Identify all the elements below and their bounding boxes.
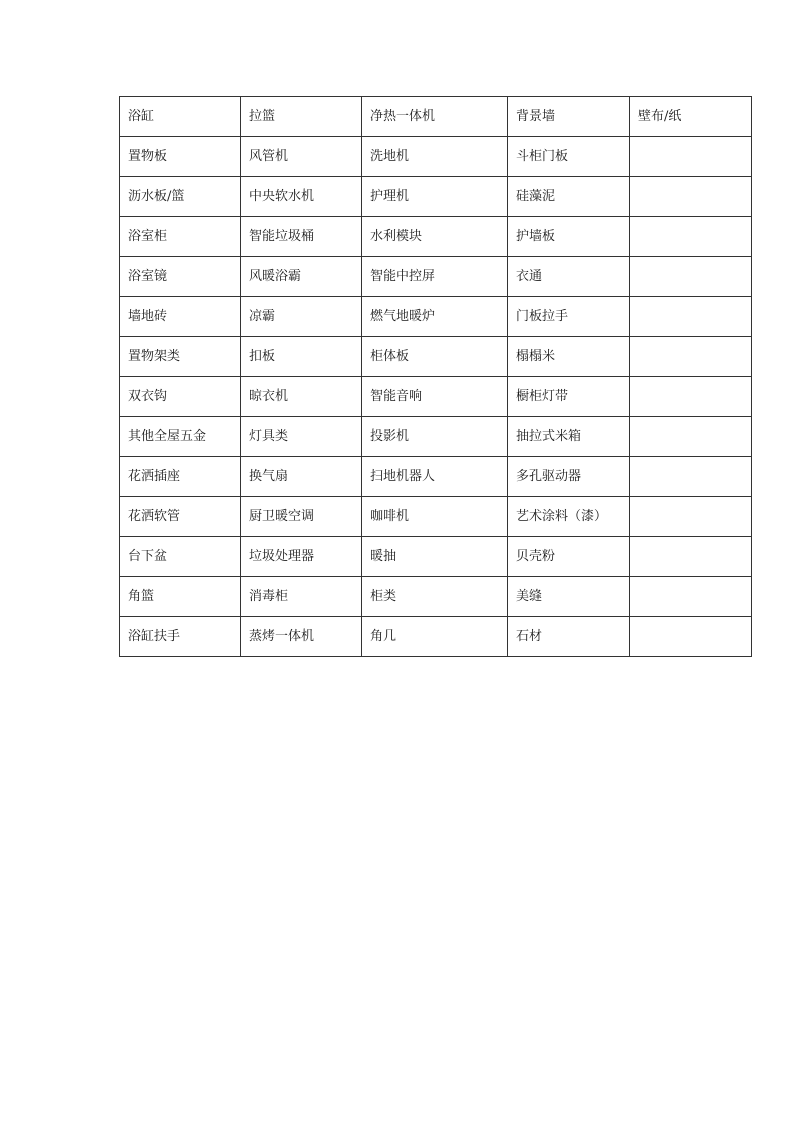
table-cell: 浴缸 (120, 97, 241, 137)
table-cell: 扫地机器人 (362, 457, 508, 497)
table-cell: 门板拉手 (508, 297, 630, 337)
table-cell: 柜类 (362, 577, 508, 617)
table-cell: 墙地砖 (120, 297, 241, 337)
table-cell (630, 577, 752, 617)
table-cell (630, 617, 752, 657)
table-cell: 抽拉式米箱 (508, 417, 630, 457)
table-cell: 换气扇 (241, 457, 362, 497)
table-cell: 晾衣机 (241, 377, 362, 417)
table-cell: 垃圾处理器 (241, 537, 362, 577)
table-cell: 暖抽 (362, 537, 508, 577)
table-row (120, 97, 752, 137)
table-row (120, 537, 752, 577)
table-cell: 硅藻泥 (508, 177, 630, 217)
table-cell (630, 177, 752, 217)
table-cell (630, 377, 752, 417)
table-cell: 水利模块 (362, 217, 508, 257)
table-cell: 洗地机 (362, 137, 508, 177)
table-cell: 燃气地暖炉 (362, 297, 508, 337)
table-cell (630, 217, 752, 257)
table-row (120, 217, 752, 257)
table-cell: 花洒软管 (120, 497, 241, 537)
table-cell: 风暖浴霸 (241, 257, 362, 297)
table-cell: 橱柜灯带 (508, 377, 630, 417)
table-row (120, 137, 752, 177)
table-cell: 智能中控屏 (362, 257, 508, 297)
table-cell (630, 457, 752, 497)
table-cell: 投影机 (362, 417, 508, 457)
table-cell: 美缝 (508, 577, 630, 617)
table-cell: 双衣钩 (120, 377, 241, 417)
table-cell: 智能音响 (362, 377, 508, 417)
table-cell: 智能垃圾桶 (241, 217, 362, 257)
table-cell: 沥水板/篮 (120, 177, 241, 217)
table-cell: 咖啡机 (362, 497, 508, 537)
table-cell (630, 337, 752, 377)
table-row (120, 577, 752, 617)
table-cell: 置物架类 (120, 337, 241, 377)
table-row (120, 177, 752, 217)
table-cell: 角几 (362, 617, 508, 657)
table-cell (630, 137, 752, 177)
table-cell: 艺术涂料（漆） (508, 497, 630, 537)
table-row (120, 257, 752, 297)
table-cell: 厨卫暖空调 (241, 497, 362, 537)
table-cell: 凉霸 (241, 297, 362, 337)
table-cell: 背景墙 (508, 97, 630, 137)
table-cell: 扣板 (241, 337, 362, 377)
table-cell: 台下盆 (120, 537, 241, 577)
table-cell: 壁布/纸 (630, 97, 752, 137)
table-cell: 风管机 (241, 137, 362, 177)
table-cell: 中央软水机 (241, 177, 362, 217)
table-row (120, 617, 752, 657)
table-cell: 蒸烤一体机 (241, 617, 362, 657)
table-cell: 榻榻米 (508, 337, 630, 377)
table-cell: 浴室镜 (120, 257, 241, 297)
table-cell: 消毒柜 (241, 577, 362, 617)
table-row (120, 417, 752, 457)
product-category-table (119, 96, 752, 657)
table-cell (630, 537, 752, 577)
table-cell (630, 257, 752, 297)
table-cell: 净热一体机 (362, 97, 508, 137)
table-cell: 浴缸扶手 (120, 617, 241, 657)
table-cell: 护墙板 (508, 217, 630, 257)
table-cell: 斗柜门板 (508, 137, 630, 177)
table-row (120, 497, 752, 537)
table-body (120, 97, 752, 657)
table-cell: 灯具类 (241, 417, 362, 457)
table-cell: 多孔驱动器 (508, 457, 630, 497)
table-cell: 拉篮 (241, 97, 362, 137)
table-row (120, 457, 752, 497)
table-cell: 花洒插座 (120, 457, 241, 497)
table-cell: 其他全屋五金 (120, 417, 241, 457)
table-cell: 护理机 (362, 177, 508, 217)
table-cell: 石材 (508, 617, 630, 657)
table-cell: 浴室柜 (120, 217, 241, 257)
table-cell: 柜体板 (362, 337, 508, 377)
table-row (120, 377, 752, 417)
table-row (120, 337, 752, 377)
table-cell (630, 417, 752, 457)
table-cell (630, 297, 752, 337)
table-cell: 角篮 (120, 577, 241, 617)
table-cell: 贝壳粉 (508, 537, 630, 577)
table-row (120, 297, 752, 337)
table-cell: 置物板 (120, 137, 241, 177)
table-cell (630, 497, 752, 537)
table-cell: 衣通 (508, 257, 630, 297)
